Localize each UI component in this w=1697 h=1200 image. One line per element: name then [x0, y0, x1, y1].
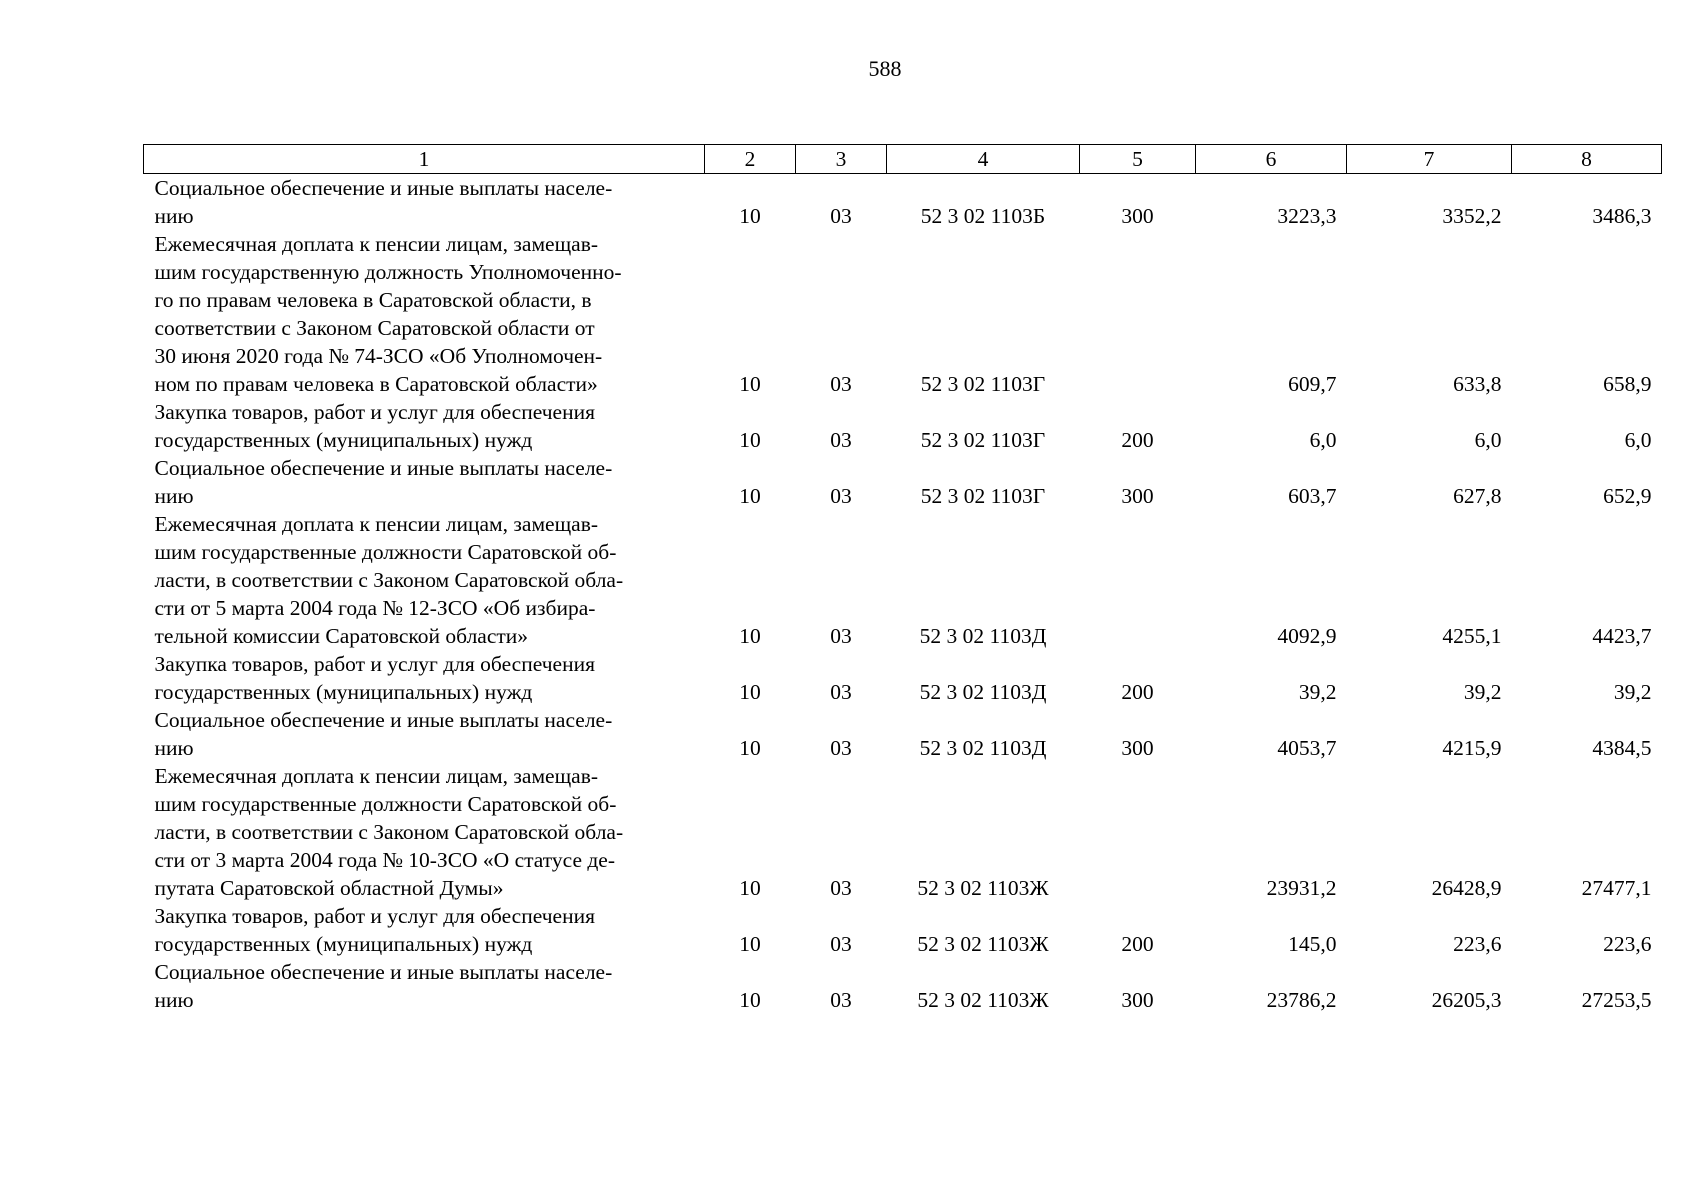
amount-col8-cell: 6,0 — [1624, 428, 1652, 452]
expense-type-cell: 300 — [1121, 988, 1154, 1012]
amount-col8-cell: 652,9 — [1603, 484, 1652, 508]
amount-col7-cell: 223,6 — [1453, 932, 1502, 956]
section-cell: 10 — [739, 876, 761, 900]
expense-type-cell: 200 — [1121, 932, 1154, 956]
amount-col7-cell: 627,8 — [1453, 484, 1502, 508]
amount-col8-cell: 658,9 — [1603, 372, 1652, 396]
amount-col7-cell: 26205,3 — [1431, 988, 1502, 1012]
expense-type-cell: 300 — [1121, 204, 1154, 228]
column-header-2: 2 — [705, 145, 796, 174]
column-header-6: 6 — [1196, 145, 1347, 174]
amount-col8-cell: 223,6 — [1603, 932, 1652, 956]
row-name-cell: Ежемесячная доплата к пенсии лицам, замещав- шим государственные должности Саратовской об- ласти, в соответствии с Законом Саратовской обла- сти от 5 марта 2004 года № 12-ЗСО «Об избира- тельной комиссии Саратовской области» — [154, 512, 624, 648]
table-row — [144, 398, 1662, 454]
amount-col7-cell: 633,8 — [1453, 372, 1502, 396]
table-row — [144, 958, 1662, 1014]
subsection-cell: 03 — [830, 484, 852, 508]
row-name-cell: Ежемесячная доплата к пенсии лицам, замещав- шим государственные должности Саратовской об- ласти, в соответствии с Законом Саратовской обла- сти от 3 марта 2004 года № 10-ЗСО «О статусе де- путата Саратовской областной Думы» — [154, 764, 624, 900]
amount-col8-cell: 39,2 — [1613, 680, 1652, 704]
section-cell: 10 — [739, 932, 761, 956]
amount-col8-cell: 3486,3 — [1592, 204, 1652, 228]
column-header-3: 3 — [796, 145, 887, 174]
table-row — [144, 650, 1662, 706]
amount-col8-cell: 4423,7 — [1592, 624, 1652, 648]
table-row — [144, 706, 1662, 762]
amount-col6-cell: 3223,3 — [1277, 204, 1337, 228]
row-name-cell: Социальное обеспечение и иные выплаты населе- нию — [154, 960, 613, 1012]
subsection-cell: 03 — [830, 624, 852, 648]
subsection-cell: 03 — [830, 736, 852, 760]
subsection-cell: 03 — [830, 932, 852, 956]
expense-type-cell — [1080, 510, 1196, 650]
column-header-7: 7 — [1347, 145, 1512, 174]
section-cell: 10 — [739, 204, 761, 228]
column-header-8: 8 — [1512, 145, 1662, 174]
target-article-cell: 52 3 02 1103Ж — [917, 876, 1049, 900]
table-row — [144, 174, 1662, 231]
subsection-cell: 03 — [830, 428, 852, 452]
table-body — [144, 174, 1662, 1015]
target-article-cell: 52 3 02 1103Г — [920, 428, 1046, 452]
target-article-cell: 52 3 02 1103Г — [920, 372, 1046, 396]
subsection-cell: 03 — [830, 988, 852, 1012]
section-cell: 10 — [739, 484, 761, 508]
amount-col7-cell: 3352,2 — [1442, 204, 1502, 228]
row-name-cell: Закупка товаров, работ и услуг для обеспечения государственных (муниципальных) нужд — [154, 652, 595, 704]
subsection-cell: 03 — [830, 372, 852, 396]
target-article-cell: 52 3 02 1103Д — [919, 680, 1047, 704]
section-cell: 10 — [739, 624, 761, 648]
column-header-1: 1 — [144, 145, 705, 174]
table-row — [144, 762, 1662, 902]
amount-col6-cell: 609,7 — [1288, 372, 1337, 396]
amount-col7-cell: 4215,9 — [1442, 736, 1502, 760]
section-cell: 10 — [739, 428, 761, 452]
amount-col6-cell: 145,0 — [1288, 932, 1337, 956]
row-name-cell: Социальное обеспечение и иные выплаты населе- нию — [154, 456, 613, 508]
expense-type-cell — [1080, 762, 1196, 902]
row-name-cell: Закупка товаров, работ и услуг для обеспечения государственных (муниципальных) нужд — [154, 904, 595, 956]
expense-type-cell — [1080, 230, 1196, 398]
subsection-cell: 03 — [830, 876, 852, 900]
page-number: 588 — [868, 56, 902, 81]
amount-col7-cell: 39,2 — [1463, 680, 1502, 704]
section-cell: 10 — [739, 680, 761, 704]
row-name-cell: Социальное обеспечение и иные выплаты населе- нию — [154, 708, 613, 760]
amount-col8-cell: 27253,5 — [1581, 988, 1652, 1012]
amount-col6-cell: 23786,2 — [1266, 988, 1337, 1012]
table-row — [144, 510, 1662, 650]
budget-table — [143, 144, 1662, 1014]
table-row — [144, 454, 1662, 510]
column-header-5: 5 — [1080, 145, 1196, 174]
expense-type-cell: 300 — [1121, 736, 1154, 760]
amount-col6-cell: 4053,7 — [1277, 736, 1337, 760]
amount-col6-cell: 603,7 — [1288, 484, 1337, 508]
target-article-cell: 52 3 02 1103Ж — [917, 932, 1049, 956]
table-row — [144, 902, 1662, 958]
table-row — [144, 230, 1662, 398]
amount-col7-cell: 6,0 — [1474, 428, 1502, 452]
target-article-cell: 52 3 02 1103Г — [920, 484, 1046, 508]
expense-type-cell: 200 — [1121, 680, 1154, 704]
target-article-cell: 52 3 02 1103Б — [920, 204, 1046, 228]
amount-col6-cell: 4092,9 — [1277, 624, 1337, 648]
amount-col8-cell: 4384,5 — [1592, 736, 1652, 760]
section-cell: 10 — [739, 372, 761, 396]
subsection-cell: 03 — [830, 204, 852, 228]
section-cell: 10 — [739, 988, 761, 1012]
row-name-cell: Закупка товаров, работ и услуг для обеспечения государственных (муниципальных) нужд — [154, 400, 595, 452]
subsection-cell: 03 — [830, 680, 852, 704]
expense-type-cell: 300 — [1121, 484, 1154, 508]
table-header-row — [144, 145, 1662, 174]
row-name-cell: Ежемесячная доплата к пенсии лицам, замещав- шим государственную должность Уполномоченно- го по правам человека в Саратовской области, в соответствии с Законом Саратовской области от 30 июня 2020 года № 74-ЗСО «Об Уполномочен- ном по правам человека в Саратовской области» — [154, 232, 622, 396]
amount-col8-cell: 27477,1 — [1581, 876, 1652, 900]
expense-type-cell: 200 — [1121, 428, 1154, 452]
row-name-cell: Социальное обеспечение и иные выплаты населе- нию — [154, 176, 613, 228]
amount-col6-cell: 6,0 — [1309, 428, 1337, 452]
target-article-cell: 52 3 02 1103Д — [919, 736, 1047, 760]
column-header-4: 4 — [887, 145, 1080, 174]
amount-col7-cell: 26428,9 — [1431, 876, 1502, 900]
section-cell: 10 — [739, 736, 761, 760]
amount-col7-cell: 4255,1 — [1442, 624, 1502, 648]
amount-col6-cell: 39,2 — [1298, 680, 1337, 704]
target-article-cell: 52 3 02 1103Ж — [917, 988, 1049, 1012]
amount-col6-cell: 23931,2 — [1266, 876, 1337, 900]
target-article-cell: 52 3 02 1103Д — [919, 624, 1047, 648]
